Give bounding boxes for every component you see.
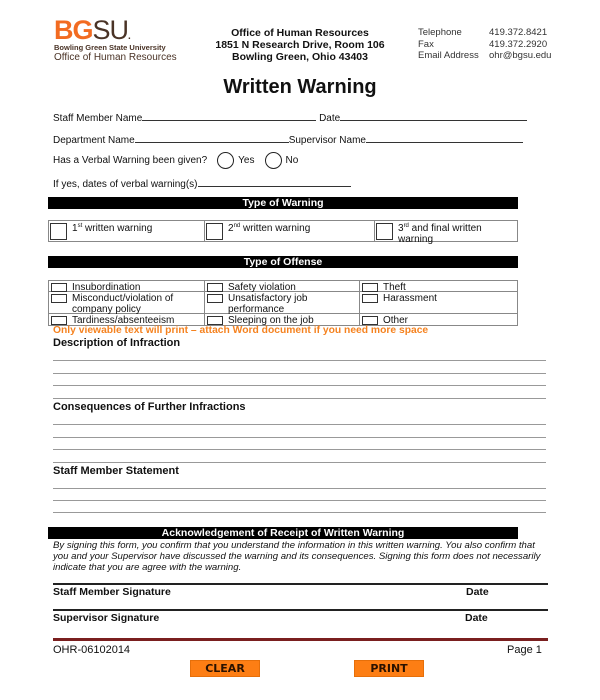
offense-option[interactable] xyxy=(360,292,517,313)
offense-option[interactable] xyxy=(360,281,517,291)
description-heading: Description of Infraction xyxy=(53,337,181,349)
bgsu-logo: BGSU. xyxy=(54,15,130,45)
num: 1 xyxy=(72,223,78,234)
staff-name-row xyxy=(53,111,527,124)
offense-label: Unsatisfactory job performance xyxy=(228,293,308,315)
offense-option[interactable] xyxy=(49,314,205,325)
consequences-line[interactable] xyxy=(53,437,546,438)
department-row xyxy=(53,133,523,146)
sup: rd xyxy=(403,223,409,229)
department-input[interactable] xyxy=(135,133,289,143)
offense-options xyxy=(48,280,518,326)
page-number: Page 1 xyxy=(507,644,542,656)
description-line[interactable] xyxy=(53,373,546,374)
staff-signature-label: Staff Member Signature xyxy=(53,586,171,598)
university-name: Bowling Green State University xyxy=(54,43,166,52)
type-of-warning-heading: Type of Warning xyxy=(48,197,518,209)
verbal-dates-label: If yes, dates of verbal warning(s) xyxy=(53,179,198,190)
address-line: Bowling Green, Ohio 43403 xyxy=(232,51,368,63)
logo-su-text: SU xyxy=(92,15,129,45)
acknowledgement-heading: Acknowledgement of Receipt of Written Warning xyxy=(48,527,518,539)
address-line: Office of Human Resources xyxy=(231,27,369,39)
footer-divider xyxy=(53,638,548,641)
offense-label: Sleeping on the job xyxy=(228,315,314,326)
warning-option-1[interactable] xyxy=(49,221,205,241)
contact-value: ohr@bgsu.edu xyxy=(489,50,552,61)
offense-label: Insubordination xyxy=(72,282,141,293)
checkbox[interactable] xyxy=(376,223,393,240)
checkbox[interactable] xyxy=(362,294,378,303)
contact-label: Email Address xyxy=(418,50,479,61)
checkbox[interactable] xyxy=(362,316,378,325)
sup: st xyxy=(77,223,83,229)
offense-label: Theft xyxy=(383,282,406,293)
supervisor-input[interactable] xyxy=(366,133,523,143)
description-line[interactable] xyxy=(53,360,546,361)
page-title: Written Warning xyxy=(223,76,377,98)
description-line[interactable] xyxy=(53,398,546,399)
address-line: 1851 N Research Drive, Room 106 xyxy=(215,39,385,51)
department-label: Department Name xyxy=(53,135,135,146)
warning-option-label xyxy=(72,223,152,241)
office-address xyxy=(205,27,395,63)
staff-signature-line[interactable] xyxy=(53,583,548,585)
verbal-dates-input[interactable] xyxy=(198,177,351,187)
offense-option[interactable] xyxy=(205,281,360,291)
checkbox[interactable] xyxy=(50,223,67,240)
offense-label: Other xyxy=(383,315,409,326)
offense-label: Tardiness/absenteeism xyxy=(72,315,175,326)
yes-label: Yes xyxy=(238,155,255,167)
num: 2 xyxy=(228,223,234,234)
checkbox[interactable] xyxy=(207,283,223,292)
checkbox[interactable] xyxy=(206,223,223,240)
offense-option[interactable] xyxy=(205,292,360,313)
offense-option[interactable] xyxy=(205,314,360,325)
num: 3 xyxy=(398,223,404,234)
checkbox[interactable] xyxy=(51,316,67,325)
warning-options xyxy=(48,220,518,245)
warning-option-3[interactable] xyxy=(375,221,517,245)
staff-date-label: Date xyxy=(466,586,489,598)
offense-label: Misconduct/violation of company policy xyxy=(72,293,174,315)
statement-line[interactable] xyxy=(53,512,546,513)
print-note: Only viewable text will print – attach Word document if you need more space xyxy=(53,325,429,336)
checkbox[interactable] xyxy=(51,294,67,303)
consequences-line[interactable] xyxy=(53,449,546,450)
consequences-heading: Consequences of Further Infractions xyxy=(53,401,246,413)
staff-name-label: Staff Member Name xyxy=(53,113,143,124)
warning-option-2[interactable] xyxy=(205,221,375,241)
consequences-line[interactable] xyxy=(53,424,546,425)
print-button[interactable]: PRINT xyxy=(354,660,424,677)
checkbox[interactable] xyxy=(362,283,378,292)
checkbox[interactable] xyxy=(207,294,223,303)
no-label: No xyxy=(285,155,299,167)
offense-option[interactable] xyxy=(49,281,205,291)
text: and final written warning xyxy=(398,223,482,245)
statement-line[interactable] xyxy=(53,500,546,501)
contact-value: 419.372.8421 xyxy=(489,27,548,38)
contact-label: Telephone xyxy=(418,27,462,38)
contact-info xyxy=(418,27,551,62)
offense-option[interactable] xyxy=(49,292,205,313)
statement-line[interactable] xyxy=(53,488,546,489)
clear-button[interactable]: CLEAR xyxy=(190,660,260,677)
checkbox[interactable] xyxy=(51,283,67,292)
warning-option-label xyxy=(228,223,310,241)
form-id: OHR-06102014 xyxy=(53,644,131,656)
type-of-offense-heading: Type of Offense xyxy=(48,256,518,268)
staff-name-input[interactable] xyxy=(142,111,316,121)
sup: nd xyxy=(233,223,241,229)
verbal-dates-row xyxy=(53,177,351,190)
acknowledgement-text: By signing this form, you confirm that you understand the information in this written warning. You also confirm that you and your Supervisor have discussed the warning and its consequences. Signing this form does not necessarily indicate that you are agree with the warning. xyxy=(53,540,541,573)
offense-option[interactable] xyxy=(360,314,517,325)
date-input[interactable] xyxy=(340,111,527,121)
statement-heading: Staff Member Statement xyxy=(53,465,179,477)
no-radio[interactable] xyxy=(265,152,282,169)
department-name: Office of Human Resources xyxy=(54,52,177,63)
consequences-line[interactable] xyxy=(53,462,546,463)
text: written warning xyxy=(82,223,153,234)
offense-label: Harassment xyxy=(383,293,437,304)
contact-label: Fax xyxy=(418,38,434,50)
verbal-warning-row xyxy=(53,152,298,169)
supervisor-signature-line[interactable] xyxy=(53,609,548,611)
warning-option-label xyxy=(398,223,508,245)
supervisor-label: Supervisor Name xyxy=(288,135,366,146)
date-label: Date xyxy=(319,113,341,124)
checkbox[interactable] xyxy=(207,316,223,325)
supervisor-date-label: Date xyxy=(465,612,488,624)
yes-radio[interactable] xyxy=(217,152,234,169)
verbal-question-label: Has a Verbal Warning been given? xyxy=(53,155,208,167)
description-line[interactable] xyxy=(53,385,546,386)
supervisor-signature-label: Supervisor Signature xyxy=(53,612,160,624)
logo-bg-text: BG xyxy=(54,15,93,45)
offense-label: Safety violation xyxy=(228,282,296,293)
text: written warning xyxy=(240,223,311,234)
contact-value: 419.372.2920 xyxy=(489,38,548,50)
